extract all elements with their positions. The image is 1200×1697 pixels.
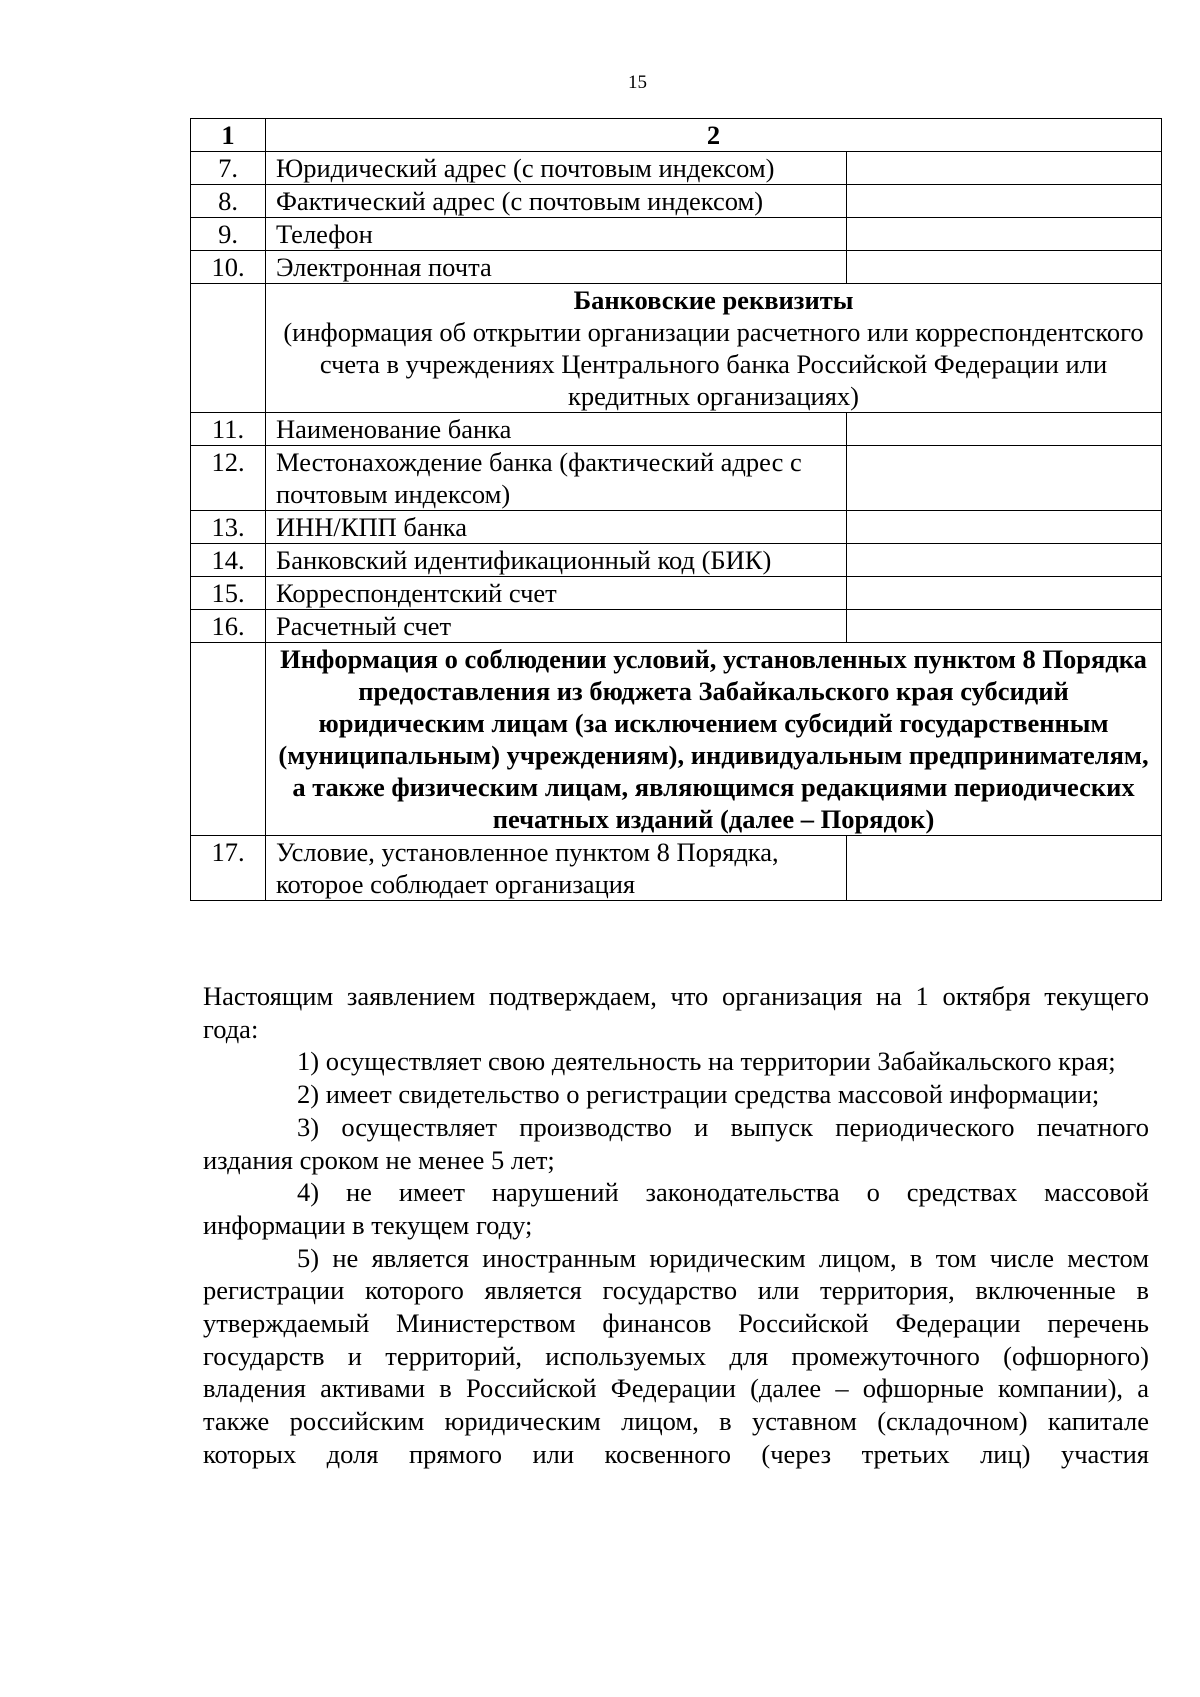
- declaration-text: [203, 980, 1149, 1471]
- row-label: Банковский идентификационный код (БИК): [266, 544, 847, 577]
- row-number: 12.: [191, 446, 266, 511]
- bank-section-heading: [266, 284, 1162, 413]
- row-number: 9.: [191, 218, 266, 251]
- table-row: [191, 577, 1162, 610]
- conditions-section-row: [191, 643, 1162, 836]
- row-label: Наименование банка: [266, 413, 847, 446]
- row-value-cell[interactable]: [847, 251, 1162, 284]
- row-value-cell[interactable]: [847, 218, 1162, 251]
- declaration-item: 3) осуществляет производство и выпуск периодического печатного издания сроком не менее 5 лет;: [203, 1111, 1149, 1175]
- row-number: 7.: [191, 152, 266, 185]
- table-row: [191, 413, 1162, 446]
- table-row: [191, 511, 1162, 544]
- requisites-table: [190, 118, 1162, 901]
- row-number: 15.: [191, 577, 266, 610]
- bank-section-row: [191, 284, 1162, 413]
- row-number: 10.: [191, 251, 266, 284]
- declaration-item: 4) не имеет нарушений законодательства о средствах массовой информации в текущем году;: [203, 1177, 1149, 1240]
- declaration-intro: Настоящим заявлением подтверждаем, что организация на 1 октября текущего года:: [203, 981, 1149, 1044]
- row-label: Телефон: [266, 218, 847, 251]
- header-col-1: 1: [191, 119, 266, 152]
- row-label: Расчетный счет: [266, 610, 847, 643]
- bank-section-title: Банковские реквизиты: [573, 285, 854, 315]
- table-row: [191, 544, 1162, 577]
- conditions-section-heading: Информация о соблюдении условий, установленных пунктом 8 Порядка предоставления из бюджета Забайкальского края субсидий юридическим лицам (за исключением субсидий государственным (муниципальным) учреждениям), индивидуальным предпринимателям, а также физическим лицам, являющимся редакциями периодических печатных изданий (далее – Порядок): [266, 643, 1162, 836]
- header-col-2: 2: [266, 119, 1162, 152]
- table-header-row: [191, 119, 1162, 152]
- row-label: Электронная почта: [266, 251, 847, 284]
- row-value-cell[interactable]: [847, 446, 1162, 511]
- declaration-item: 5) не является иностранным юридическим лицом, в том числе местом регистрации которого является государство или территория, включенные в утверждаемый Министерством финансов Российской Федерации перечень государств и территорий, используемых для промежуточного (офшорного) владения активами в Российской Федерации (далее – офшорные компании), а также российским юридическим лицом, в уставном (складочном) капитале которых доля прямого или косвенного (через третьих лиц) участия: [203, 1242, 1149, 1469]
- row-number: 17.: [191, 836, 266, 901]
- row-label: Корреспондентский счет: [266, 577, 847, 610]
- row-value-cell[interactable]: [847, 577, 1162, 610]
- row-value-cell[interactable]: [847, 610, 1162, 643]
- row-value-cell[interactable]: [847, 836, 1162, 901]
- row-label: Условие, установленное пунктом 8 Порядка, которое соблюдает организация: [266, 836, 847, 901]
- bank-section-empty-cell: [191, 284, 266, 413]
- row-label: ИНН/КПП банка: [266, 511, 847, 544]
- row-number: 8.: [191, 185, 266, 218]
- page-number: 15: [628, 72, 647, 93]
- row-value-cell[interactable]: [847, 152, 1162, 185]
- row-number: 16.: [191, 610, 266, 643]
- row-value-cell[interactable]: [847, 544, 1162, 577]
- table-row: [191, 610, 1162, 643]
- declaration-item: 1) осуществляет свою деятельность на территории Забайкальского края;: [297, 1046, 1116, 1077]
- table-row: [191, 218, 1162, 251]
- row-number: 14.: [191, 544, 266, 577]
- conditions-section-empty-cell: [191, 643, 266, 836]
- table-row: [191, 152, 1162, 185]
- table-row: [191, 251, 1162, 284]
- declaration-item: 2) имеет свидетельство о регистрации средства массовой информации;: [297, 1079, 1100, 1110]
- row-value-cell[interactable]: [847, 413, 1162, 446]
- table-row: [191, 185, 1162, 218]
- row-label: Местонахождение банка (фактический адрес с почтовым индексом): [266, 446, 847, 511]
- row-label: Юридический адрес (с почтовым индексом): [266, 152, 847, 185]
- bank-section-subtitle: (информация об открытии организации расчетного или корреспондентского счета в учреждениях Центрального банка Российской Федерации или кредитных организациях): [283, 317, 1144, 411]
- row-value-cell[interactable]: [847, 511, 1162, 544]
- row-number: 13.: [191, 511, 266, 544]
- row-label: Фактический адрес (с почтовым индексом): [266, 185, 847, 218]
- table-row: [191, 446, 1162, 511]
- row-value-cell[interactable]: [847, 185, 1162, 218]
- row-number: 11.: [191, 413, 266, 446]
- table-row: [191, 836, 1162, 901]
